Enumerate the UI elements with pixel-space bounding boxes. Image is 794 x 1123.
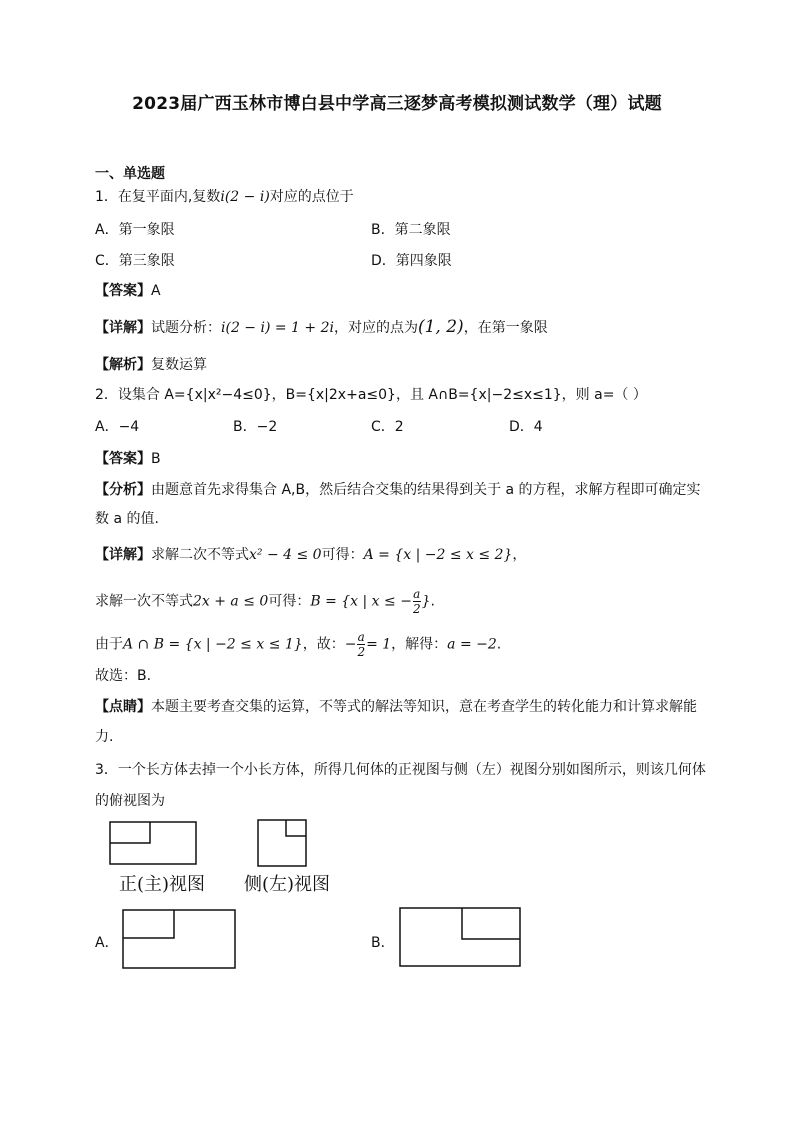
side-view-figure [256,818,308,868]
q2-detail-line3-mid2: ，解得： [391,636,448,653]
front-view-figure [108,820,198,866]
q2-detail-line1: 【详解】求解二次不等式x² − 4 ≤ 0可得：A = {x | −2 ≤ x ≤ 2}， [95,547,527,563]
q2-option-d: D．4 [509,419,543,435]
q1-detail-mid: ，对应的点为 [333,320,418,336]
q1-option-d: D．第四象限 [371,253,452,269]
q1-stem-suffix: 对应的点位于 [269,189,354,205]
q2-fenxi-line1 [95,480,701,500]
fraction-denominator: 2 [412,602,421,616]
option-a-inner-rect [123,910,174,938]
fraction-numerator: a [357,630,365,644]
q2-option-a: A．−4 [95,419,140,435]
q2-dianjing-text: 本题主要考查交集的运算，不等式的解法等知识，意在考查学生的转化能力和计算求解能 [151,699,697,715]
q1-detail [95,317,548,338]
q2-fenxi-line2: 数 a 的值. [95,511,159,527]
q1-detail-tag: 【详解】 [95,320,151,336]
q2-detail-line3-result: a = −2 [447,636,497,653]
q1-stem-text: 1．在复平面内,复数 [95,189,221,205]
q2-choose: 故选：B. [95,668,152,684]
q1-answer [95,281,161,301]
side-view-inner-rect [286,820,306,836]
q1-detail-math: i(2 − i) = 1 + 2i [221,320,334,336]
q1-answer-tag: 【答案】 [95,283,151,299]
q2-dianjing-line2: 力. [95,729,114,745]
q2-detail-line1-math: x² − 4 ≤ 0 [249,547,322,563]
q2-detail-line3-math: A ∩ B = {x | −2 ≤ x ≤ 1} [123,636,303,653]
q1-detail-suffix: ，在第一象限 [463,320,548,336]
q2-detail-line2-set-close: } [421,593,431,610]
q2-detail-line3-eq: = 1 [366,636,392,653]
q3-option-b-figure [398,906,522,968]
option-a-outer-rect [123,910,235,968]
q2-answer-value: B [151,451,161,467]
fraction-denominator: 2 [357,645,366,659]
q1-option-a: A．第一象限 [95,222,175,238]
q2-option-b: B．−2 [233,419,278,435]
side-view-outer-rect [258,820,306,866]
q2-detail-line2-math: 2x + a ≤ 0 [193,593,269,610]
option-b-outer-rect [400,908,520,966]
q2-answer [95,449,161,469]
q2-detail-line3-text: 由于 [95,636,123,653]
q2-detail-line1-set: A = {x | −2 ≤ x ≤ 2} [363,547,513,563]
q1-detail-point: (1, 2) [417,317,464,337]
q1-analysis-tag: 【解析】 [95,357,151,373]
fraction-numerator: a [413,587,421,601]
q2-stem: 2．设集合 A={x|x²−4≤0}，B={x|2x+a≤0}，且 A∩B={x|−2≤x≤1}，则 a=（ ） [95,387,647,403]
front-view-label: 正(主)视图 [119,874,206,895]
q2-detail-tag: 【详解】 [95,547,151,563]
q2-detail-line2-set: B = {x | x ≤ − [310,593,412,610]
q2-dianjing-line1 [95,697,697,717]
q1-option-c: C．第三象限 [95,253,175,269]
q2-fenxi-text: 由题意首先求得集合 A,B，然后结合交集的结果得到关于 a 的方程，求解方程即可确定实 [151,482,701,498]
q2-option-c: C．2 [371,419,404,435]
q2-detail-line3: 由于A ∩ B = {x | −2 ≤ x ≤ 1}，故：− $\frac{a}{2}$ = 1，解得：a = −2. [95,630,502,659]
section-heading: 一、单选题 [95,166,165,182]
q1-option-b: B．第二象限 [371,222,451,238]
q2-answer-tag: 【答案】 [95,451,151,467]
q2-detail-line1-text: 求解二次不等式 [151,547,249,563]
side-view-label: 侧(左)视图 [244,874,331,895]
q3-option-a-figure [121,908,237,970]
q1-stem-math: i(2 − i) [220,189,270,205]
q1-analysis-text: 复数运算 [151,357,207,373]
q2-detail-line3-fraction [357,630,365,659]
q2-detail-line3-mid: ，故： [302,636,345,653]
q1-stem [95,187,354,207]
q2-detail-line2-mid: 可得： [268,593,311,610]
q2-dianjing-tag: 【点睛】 [95,699,151,715]
option-b-inner-rect [462,908,520,939]
q2-detail-line2-fraction [413,587,421,616]
q2-fenxi-tag: 【分析】 [95,482,151,498]
q3-stem-line2: 的俯视图为 [95,793,165,809]
page-title: 2023届广西玉林市博白县中学高三逐梦高考模拟测试数学（理）试题 [132,94,662,114]
q2-detail-line2: 求解一次不等式2x + a ≤ 0可得：B = {x | x ≤ − $\frac{a}{2}$ }. [95,587,435,616]
q3-option-a-label: A． [95,935,119,951]
front-view-inner-rect [110,822,150,843]
q1-analysis [95,355,207,375]
q2-detail-line2-text: 求解一次不等式 [95,593,193,610]
q1-detail-prefix: 试题分析： [151,320,221,336]
q3-option-b-label: B． [371,935,395,951]
q3-stem-line1: 3．一个长方体去掉一个小长方体，所得几何体的正视图与侧（左）视图分别如图所示，则该几何体 [95,762,706,778]
q1-answer-value: A [151,283,161,299]
q2-detail-line1-mid: 可得： [321,547,364,563]
